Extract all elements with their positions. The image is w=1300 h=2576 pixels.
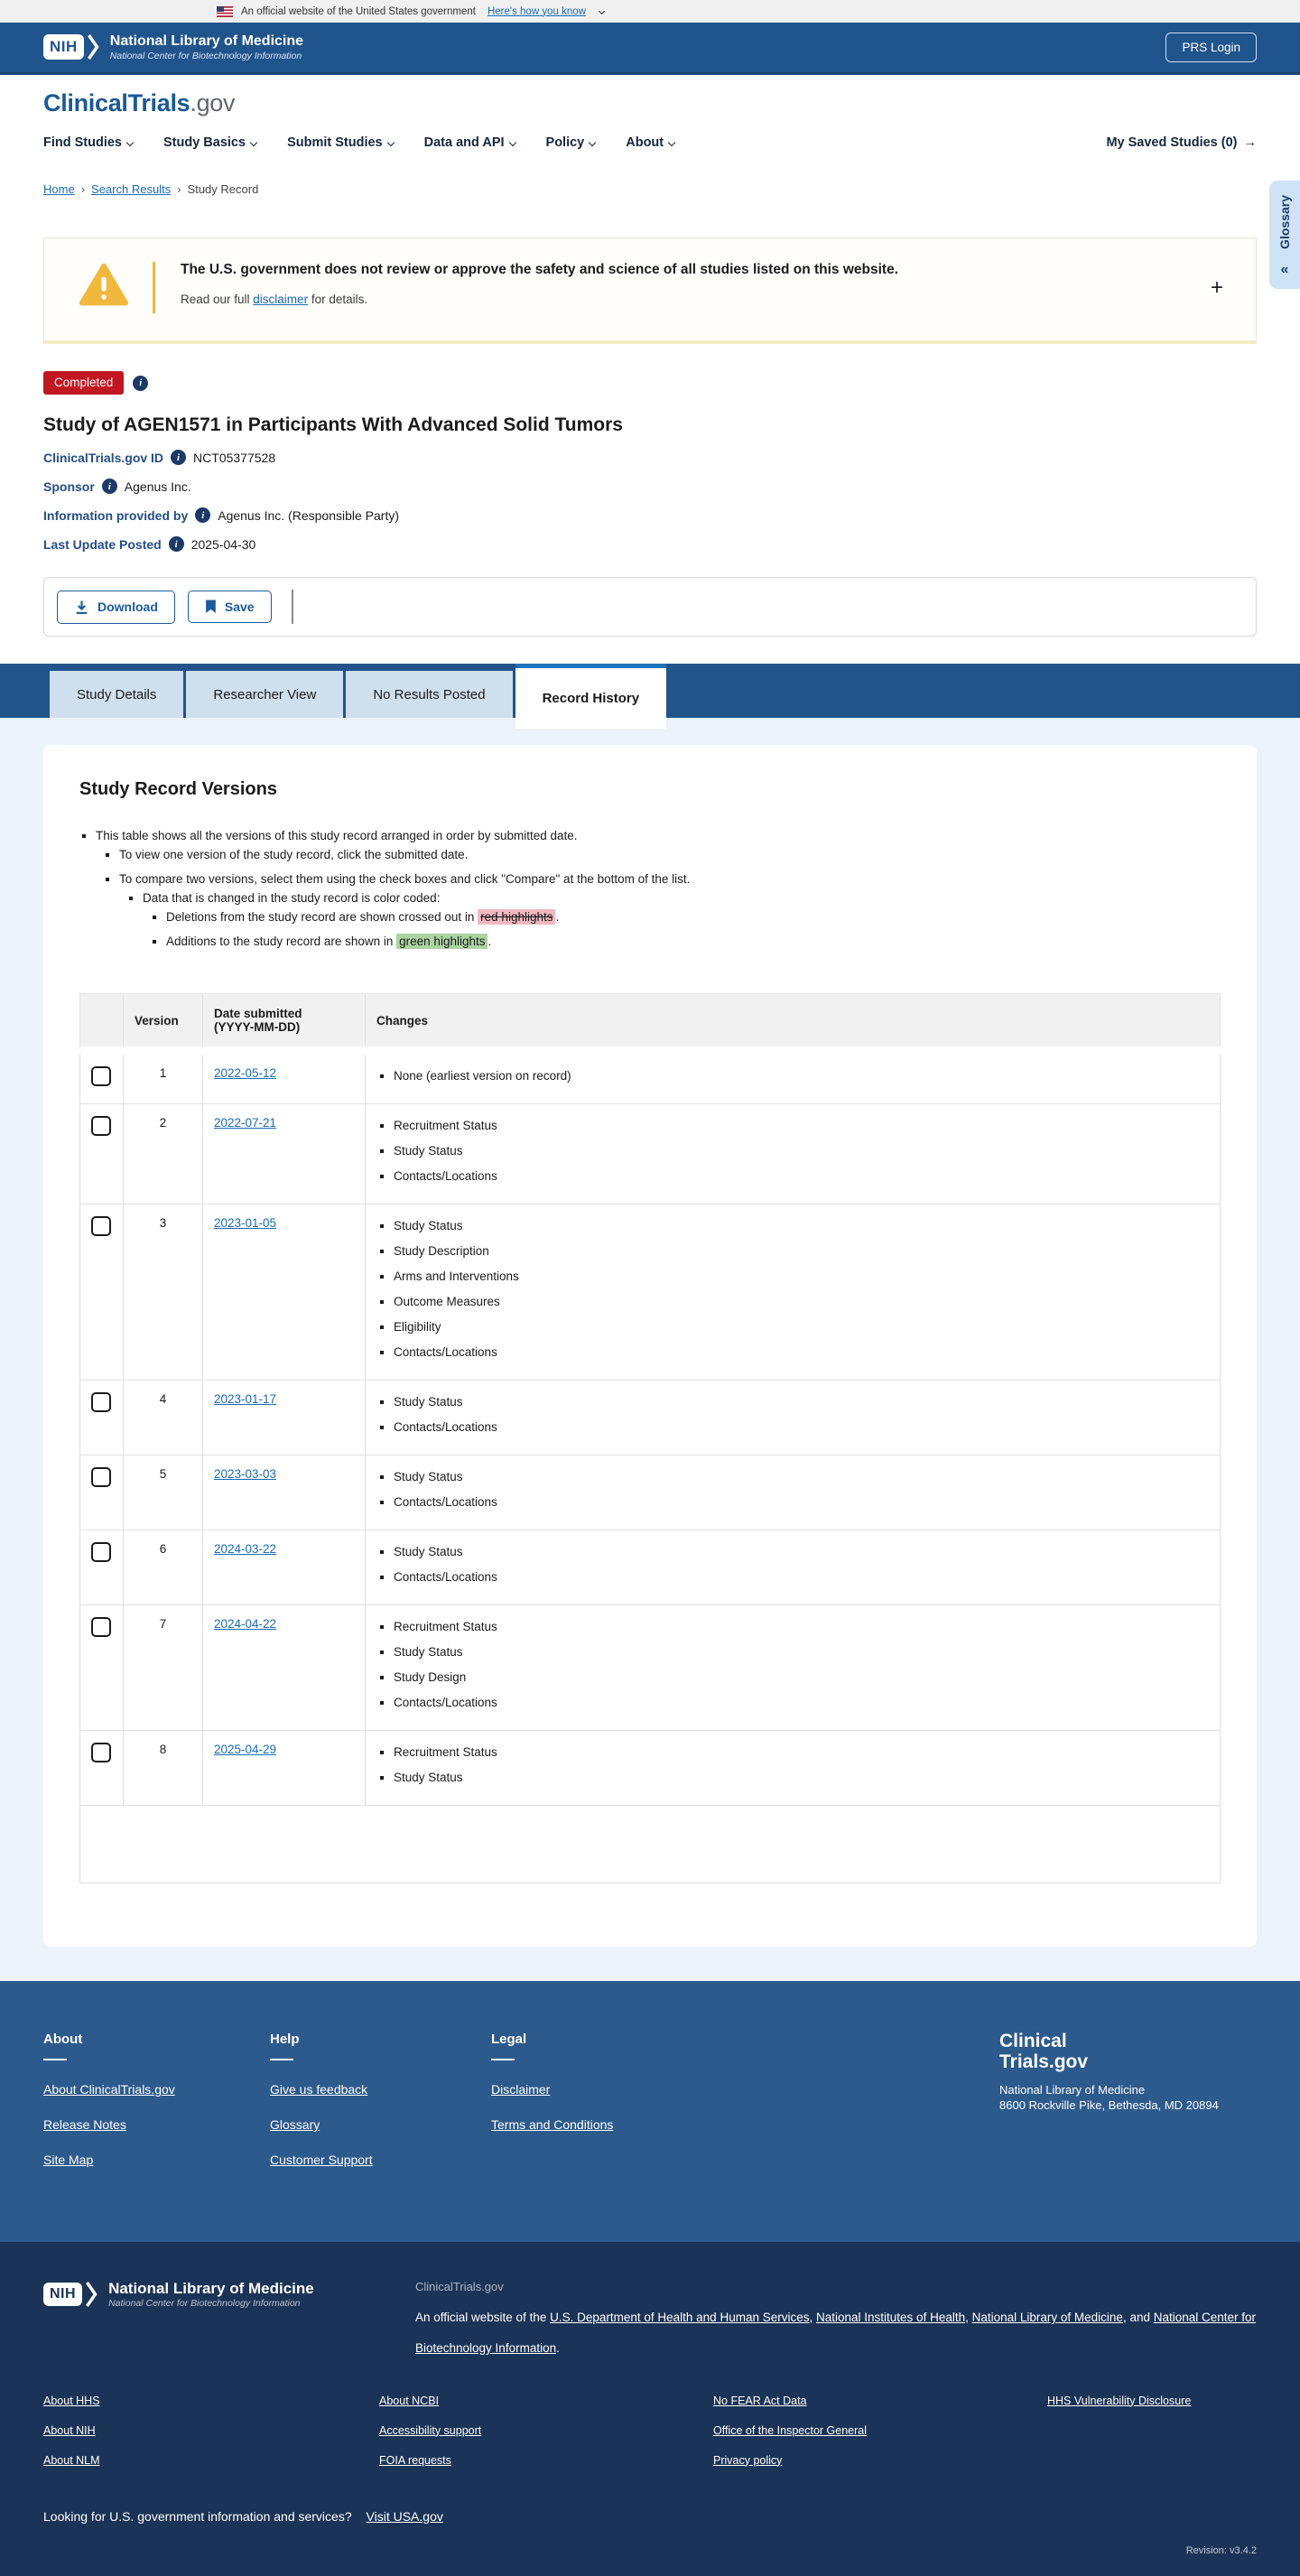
version-number: 2 bbox=[124, 1104, 203, 1204]
info-icon[interactable] bbox=[169, 536, 184, 552]
intro-line: Data that is changed in the study record is color coded: bbox=[143, 891, 441, 905]
about-nih-link[interactable]: About NIH bbox=[43, 2423, 96, 2437]
table-row bbox=[80, 1455, 1221, 1530]
change-item: ▪ Recruitment Status bbox=[394, 1743, 1209, 1768]
chevron-down-icon bbox=[668, 139, 675, 146]
gov-banner bbox=[0, 0, 1300, 23]
version-number: 6 bbox=[124, 1530, 203, 1605]
table-row bbox=[80, 1605, 1221, 1731]
breadcrumb-current: Study Record bbox=[187, 182, 259, 196]
footer-link-terms[interactable]: Terms and Conditions bbox=[491, 2117, 614, 2132]
nlm-footer-logo[interactable] bbox=[43, 2280, 415, 2309]
hhs-vulnerability-link[interactable]: HHS Vulnerability Disclosure bbox=[1047, 2394, 1192, 2407]
warning-title: The U.S. government does not review or approve the safety and science of all studies listed on this website. bbox=[181, 262, 899, 277]
nlm-footer bbox=[0, 2242, 1300, 2576]
us-flag-icon bbox=[217, 6, 233, 17]
version-date-link[interactable]: 2023-01-17 bbox=[214, 1392, 277, 1406]
collapse-icon[interactable]: « bbox=[1280, 261, 1289, 277]
record-history-panel bbox=[0, 718, 1300, 1981]
clinicaltrials-logo[interactable] bbox=[43, 75, 1257, 117]
change-item: ▪ Study Status bbox=[394, 1392, 1209, 1418]
change-item: ▪ Study Description bbox=[394, 1242, 1209, 1267]
field-value: Agenus Inc. bbox=[124, 479, 191, 494]
org-name: National Library of Medicine bbox=[109, 33, 304, 50]
ncbi-link[interactable]: National Center for Biotechnology Information bbox=[415, 2311, 1257, 2355]
site-footer bbox=[0, 1981, 1300, 2242]
intro-line: This table shows all the versions of this study record arranged in order by submitted date. bbox=[96, 829, 578, 842]
instructions-list bbox=[96, 823, 1221, 970]
version-checkbox[interactable] bbox=[91, 1116, 111, 1136]
footer-site-name: ClinicalTrials.gov bbox=[415, 2280, 504, 2293]
foia-link[interactable]: FOIA requests bbox=[379, 2453, 451, 2467]
tab-no-results-posted[interactable]: No Results Posted bbox=[346, 671, 512, 718]
nav-data-and-api[interactable]: Data and API bbox=[424, 135, 515, 150]
breadcrumb-home[interactable]: Home bbox=[43, 182, 75, 196]
warning-body: Read our full bbox=[181, 293, 254, 306]
change-item: ▪ Recruitment Status bbox=[394, 1116, 1209, 1141]
field-value: 2025-04-30 bbox=[190, 536, 256, 552]
version-checkbox[interactable] bbox=[91, 1066, 111, 1086]
version-number: 1 bbox=[124, 1051, 203, 1104]
breadcrumb-search-results[interactable]: Search Results bbox=[91, 182, 172, 196]
nav-policy[interactable]: Policy bbox=[546, 135, 596, 150]
breadcrumb bbox=[43, 182, 1257, 196]
status-badge: Completed bbox=[43, 371, 124, 395]
version-checkbox[interactable] bbox=[91, 1216, 111, 1236]
change-item: ▪ Study Status bbox=[394, 1768, 1209, 1793]
field-sponsor bbox=[43, 479, 1257, 494]
nih-logo-icon: NIH bbox=[43, 2283, 82, 2306]
nih-link[interactable]: National Institutes of Health bbox=[816, 2311, 966, 2324]
my-saved-studies-link[interactable]: My Saved Studies (0) → bbox=[1106, 135, 1257, 150]
footer-link-feedback[interactable]: Give us feedback bbox=[270, 2082, 368, 2097]
version-date-link[interactable]: 2025-04-29 bbox=[214, 1743, 277, 1756]
footer-clinicaltrials-logo: Clinical Trials.gov bbox=[999, 2031, 1089, 2072]
change-item: ▪ Outcome Measures bbox=[394, 1292, 1209, 1317]
warning-divider bbox=[153, 262, 155, 313]
version-date-link[interactable]: 2022-07-21 bbox=[214, 1116, 277, 1130]
intro-deletions: ▪ Deletions from the study record are shown crossed out in red highlights . bbox=[166, 905, 1221, 929]
accessibility-link[interactable]: Accessibility support bbox=[379, 2423, 482, 2437]
change-item: ▪ Arms and Interventions bbox=[394, 1267, 1209, 1292]
field-information-provided-by bbox=[43, 507, 1257, 523]
version-checkbox[interactable] bbox=[91, 1617, 111, 1637]
change-item: ▪ Study Status bbox=[394, 1642, 1209, 1668]
intro-line: To view one version of the study record, click the submitted date. bbox=[119, 848, 469, 861]
field-last-update-posted bbox=[43, 536, 1257, 552]
expand-warning-button[interactable]: + bbox=[1203, 274, 1230, 302]
brand-name: ClinicalTrials bbox=[43, 89, 190, 116]
chevron-down-icon bbox=[386, 139, 394, 146]
change-item: ▪ Contacts/Locations bbox=[394, 1567, 1209, 1593]
breadcrumb-separator: › bbox=[80, 182, 86, 196]
field-value: NCT05377528 bbox=[193, 450, 276, 465]
version-date-link[interactable]: 2024-03-22 bbox=[214, 1542, 277, 1556]
version-date-link[interactable]: 2024-04-22 bbox=[214, 1617, 277, 1631]
download-icon bbox=[74, 600, 89, 615]
actions-panel bbox=[43, 577, 1257, 637]
nih-logo-icon: NIH bbox=[43, 34, 84, 60]
version-checkbox[interactable] bbox=[91, 1392, 111, 1412]
nih-chevron-icon bbox=[86, 2280, 98, 2309]
revision-label: Revision: v3.4.2 bbox=[1185, 2544, 1257, 2556]
about-nlm-link[interactable]: About NLM bbox=[43, 2453, 100, 2467]
primary-nav bbox=[43, 135, 1257, 150]
warning-body-suffix: for details. bbox=[308, 293, 368, 306]
changes-column-header: Changes bbox=[366, 994, 1221, 1051]
field-label: Sponsor bbox=[43, 479, 95, 494]
field-nct-id bbox=[43, 450, 1257, 465]
version-number: 5 bbox=[124, 1455, 203, 1530]
banner-text: An official website of the United States government bbox=[241, 5, 476, 17]
bookmark-icon bbox=[205, 600, 217, 614]
footer-link-glossary[interactable]: Glossary bbox=[270, 2117, 320, 2132]
field-value: Agenus Inc. (Responsible Party) bbox=[218, 507, 399, 523]
version-column-header: Version bbox=[124, 994, 203, 1051]
tab-study-details[interactable]: Study Details bbox=[50, 671, 183, 718]
disclaimer-link[interactable]: disclaimer bbox=[253, 293, 309, 306]
change-item: ▪ Study Status bbox=[394, 1216, 1209, 1242]
version-date-link[interactable]: 2023-03-03 bbox=[214, 1467, 277, 1481]
chevron-down-icon bbox=[599, 8, 605, 14]
info-icon[interactable] bbox=[171, 450, 186, 465]
glossary-label: Glossary bbox=[1277, 195, 1292, 249]
tab-record-history[interactable]: Record History bbox=[515, 664, 667, 729]
study-title: Study of AGEN1571 in Participants With Advanced Solid Tumors bbox=[43, 414, 623, 435]
privacy-policy-link[interactable]: Privacy policy bbox=[713, 2453, 783, 2467]
government-links bbox=[43, 2395, 1257, 2484]
chevron-down-icon bbox=[126, 139, 134, 146]
nav-submit-studies[interactable]: Submit Studies bbox=[287, 135, 394, 150]
change-item: ▪ Contacts/Locations bbox=[394, 1343, 1209, 1368]
version-number: 7 bbox=[124, 1605, 203, 1731]
nav-find-studies[interactable]: Find Studies bbox=[43, 135, 133, 150]
footer-help-heading: Help bbox=[270, 2032, 300, 2047]
footer-about-heading: About bbox=[43, 2032, 83, 2047]
change-item: ▪ Study Status bbox=[394, 1542, 1209, 1567]
version-checkbox[interactable] bbox=[91, 1467, 111, 1487]
study-record-versions-card bbox=[43, 745, 1257, 1947]
oig-link[interactable]: Office of the Inspector General bbox=[713, 2423, 868, 2437]
hhs-link[interactable]: U.S. Department of Health and Human Services bbox=[550, 2311, 810, 2324]
visit-usa-gov-link[interactable]: Visit USA.gov bbox=[366, 2508, 443, 2524]
change-item: ▪ Eligibility bbox=[394, 1317, 1209, 1343]
intro-line: To compare two versions, select them using the check boxes and click "Compare" at the bottom of the list. bbox=[119, 872, 691, 886]
no-fear-act-link[interactable]: No FEAR Act Data bbox=[713, 2394, 807, 2407]
site-header bbox=[0, 23, 1300, 75]
about-hhs-link[interactable]: About HHS bbox=[43, 2394, 100, 2407]
save-button[interactable]: Save bbox=[188, 591, 272, 623]
change-item: ▪ None (earliest version on record) bbox=[394, 1066, 1209, 1092]
footer-address: 8600 Rockville Pike, Bethesda, MD 20894 bbox=[999, 2098, 1219, 2113]
version-number: 3 bbox=[124, 1204, 203, 1381]
table-row bbox=[80, 1530, 1221, 1605]
version-date-link[interactable]: 2022-05-12 bbox=[214, 1066, 277, 1080]
usa-gov-prompt: Looking for U.S. government information and services? bbox=[43, 2508, 352, 2524]
official-website-statement: An official website of the U.S. Department of Health and Human Services, National Institutes of Health, National Library of Medicine, and National Center for Biotechnology Information. bbox=[415, 2311, 1257, 2355]
how-you-know-link[interactable]: Here's how you know bbox=[487, 5, 586, 17]
field-label: Last Update Posted bbox=[43, 536, 162, 552]
section-heading: Study Record Versions bbox=[79, 779, 277, 799]
version-number: 4 bbox=[124, 1381, 203, 1455]
footer-link-customer-support[interactable]: Customer Support bbox=[270, 2153, 373, 2167]
table-row bbox=[80, 1051, 1221, 1104]
change-item: ▪ Study Status bbox=[394, 1467, 1209, 1493]
download-button[interactable]: Download bbox=[57, 591, 175, 624]
prs-login-button[interactable]: PRS Login bbox=[1165, 33, 1257, 62]
footer-org: National Library of Medicine bbox=[999, 2083, 1146, 2097]
warning-triangle-icon bbox=[79, 262, 129, 313]
table-row bbox=[80, 1204, 1221, 1381]
actions-divider bbox=[292, 590, 293, 624]
version-checkbox[interactable] bbox=[91, 1542, 111, 1562]
breadcrumb-separator: › bbox=[177, 182, 181, 196]
tab-researcher-view[interactable]: Researcher View bbox=[186, 671, 343, 718]
nav-study-basics[interactable]: Study Basics bbox=[163, 135, 256, 150]
table-row bbox=[80, 1381, 1221, 1455]
brand-suffix: .gov bbox=[190, 89, 236, 116]
date-column-header: Date submitted (YYYY-MM-DD) bbox=[203, 994, 366, 1051]
chevron-down-icon bbox=[589, 139, 596, 146]
change-item: ▪ Contacts/Locations bbox=[394, 1493, 1209, 1518]
change-item: ▪ Study Status bbox=[394, 1141, 1209, 1167]
change-item: ▪ Contacts/Locations bbox=[394, 1693, 1209, 1718]
red-highlight-sample: red highlights bbox=[478, 909, 555, 925]
checkbox-column-header bbox=[80, 994, 124, 1051]
arrow-right-icon: → bbox=[1243, 135, 1257, 150]
change-item: ▪ Contacts/Locations bbox=[394, 1418, 1209, 1443]
heading-underline bbox=[491, 2059, 515, 2060]
nlm-logo[interactable] bbox=[43, 33, 303, 60]
chevron-down-icon bbox=[250, 139, 257, 146]
info-icon[interactable] bbox=[133, 376, 148, 391]
footer-link-disclaimer[interactable]: Disclaimer bbox=[491, 2082, 551, 2097]
info-icon[interactable] bbox=[102, 479, 117, 494]
intro-additions: ▪ Additions to the study record are shown in green highlights . bbox=[166, 929, 1221, 953]
versions-table bbox=[79, 993, 1221, 1883]
table-row bbox=[80, 1104, 1221, 1204]
green-highlight-sample: green highlights bbox=[396, 934, 488, 949]
footer-legal-heading: Legal bbox=[491, 2032, 527, 2047]
table-footer-row bbox=[80, 1806, 1221, 1883]
change-item: ▪ Recruitment Status bbox=[394, 1617, 1209, 1642]
field-label: ClinicalTrials.gov ID bbox=[43, 450, 164, 465]
version-checkbox[interactable] bbox=[91, 1743, 111, 1762]
chevron-down-icon bbox=[508, 139, 515, 146]
about-ncbi-link[interactable]: About NCBI bbox=[379, 2394, 440, 2407]
heading-underline bbox=[270, 2059, 293, 2060]
change-item: ▪ Contacts/Locations bbox=[394, 1167, 1209, 1192]
field-label: Information provided by bbox=[43, 507, 189, 523]
version-number: 8 bbox=[124, 1731, 203, 1806]
nlm-link[interactable]: National Library of Medicine bbox=[971, 2311, 1123, 2324]
version-date-link[interactable]: 2023-01-05 bbox=[214, 1216, 277, 1230]
change-item: ▪ Study Design bbox=[394, 1668, 1209, 1693]
government-disclaimer-panel bbox=[43, 237, 1257, 344]
org-subtitle: National Center for Biotechnology Information bbox=[108, 2297, 301, 2309]
nav-about[interactable]: About bbox=[626, 135, 674, 150]
study-tabs bbox=[0, 664, 1300, 718]
org-subtitle: National Center for Biotechnology Information bbox=[109, 50, 302, 61]
org-name: National Library of Medicine bbox=[108, 2280, 314, 2298]
nih-chevron-icon bbox=[88, 33, 99, 60]
info-icon[interactable] bbox=[195, 507, 210, 523]
table-row bbox=[80, 1731, 1221, 1806]
footer-link-about-clinicaltrials[interactable]: About ClinicalTrials.gov bbox=[43, 2082, 175, 2097]
footer-link-release-notes[interactable]: Release Notes bbox=[43, 2117, 126, 2132]
footer-link-site-map[interactable]: Site Map bbox=[43, 2153, 94, 2167]
heading-underline bbox=[43, 2059, 67, 2060]
glossary-side-tab[interactable] bbox=[1269, 181, 1300, 289]
